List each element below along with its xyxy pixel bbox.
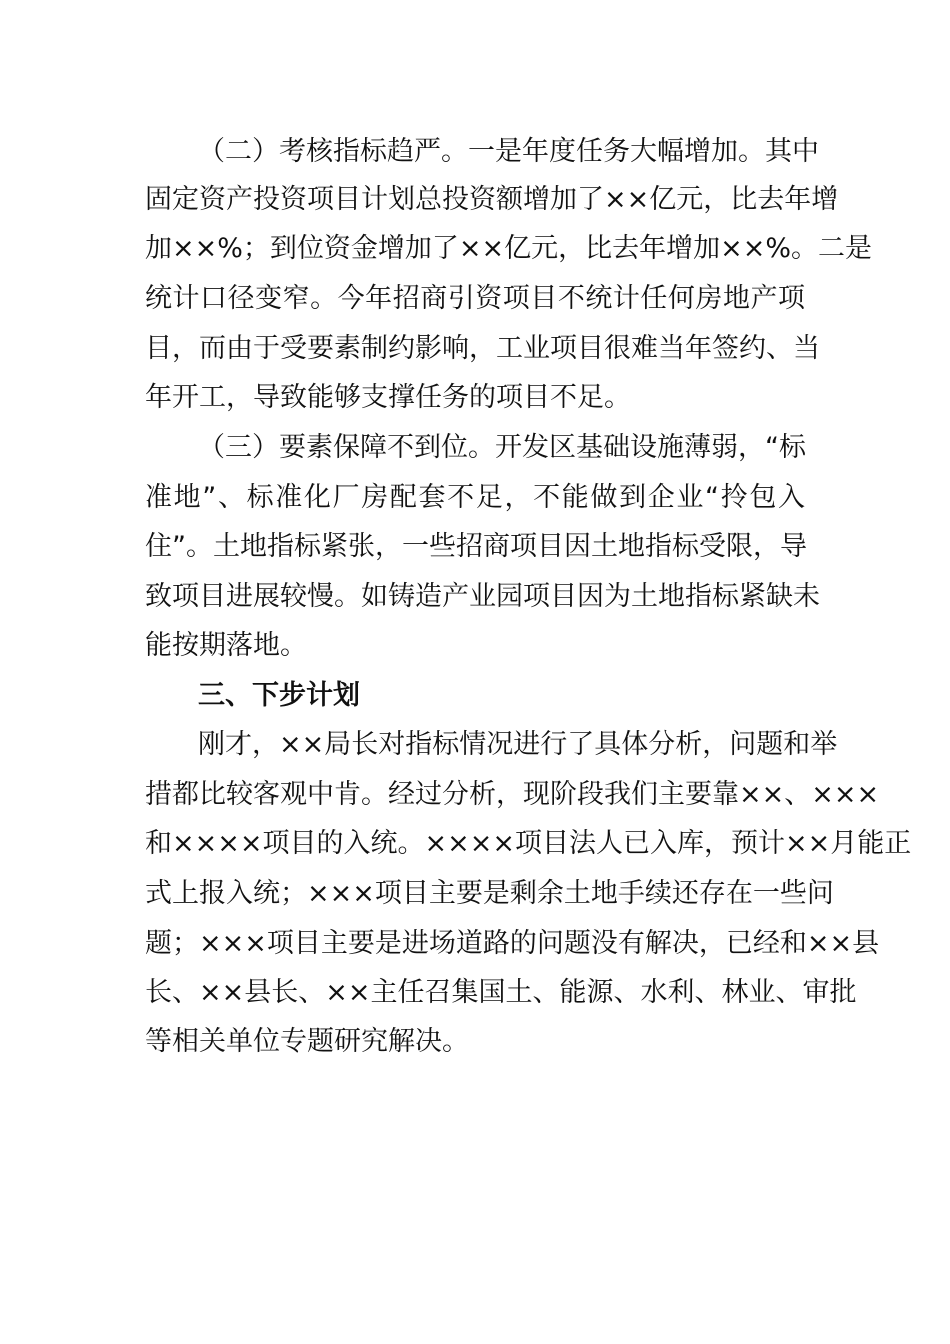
paragraph-line: 长、××县长、××主任召集国土、能源、水利、林业、审批 xyxy=(145,977,857,1008)
paragraph-line: 能按期落地。 xyxy=(145,630,307,661)
section-heading: 三、下步计划 xyxy=(198,680,360,711)
paragraph-line: 年开工，导致能够支撑任务的项目不足。 xyxy=(145,382,631,413)
paragraph-line: 目，而由于受要素制约影响，工业项目很难当年签约、当 xyxy=(145,333,820,364)
paragraph-line: 加××%；到位资金增加了××亿元，比去年增加××%。二是 xyxy=(145,233,873,264)
paragraph-line: （三）要素保障不到位。开发区基础设施薄弱，“标 xyxy=(198,432,806,463)
paragraph-line: 致项目进展较慢。如铸造产业园项目因为土地指标紧缺未 xyxy=(145,581,820,612)
paragraph-line: 固定资产投资项目计划总投资额增加了××亿元，比去年增 xyxy=(145,184,839,215)
paragraph-line: 等相关单位专题研究解决。 xyxy=(145,1026,469,1057)
paragraph-line: 式上报入统；×××项目主要是剩余土地手续还存在一些问 xyxy=(145,878,834,909)
paragraph-line: 题；×××项目主要是进场道路的问题没有解决，已经和××县 xyxy=(145,928,880,959)
paragraph-line: 住”。土地指标紧张，一些招商项目因土地指标受限，导 xyxy=(145,531,807,562)
paragraph-line: 措都比较客观中肯。经过分析，现阶段我们主要靠××、××× xyxy=(145,779,880,810)
paragraph-line: 统计口径变窄。今年招商引资项目不统计任何房地产项 xyxy=(145,283,805,314)
paragraph-line: （二）考核指标趋严。一是年度任务大幅增加。其中 xyxy=(198,136,819,167)
paragraph-line: 和××××项目的入统。××××项目法人已入库，预计××月能正 xyxy=(145,828,912,859)
paragraph-line: 刚才，××局长对指标情况进行了具体分析，问题和举 xyxy=(198,729,838,760)
paragraph-line: 准地”、标准化厂房配套不足，不能做到企业“拎包入 xyxy=(145,482,805,513)
